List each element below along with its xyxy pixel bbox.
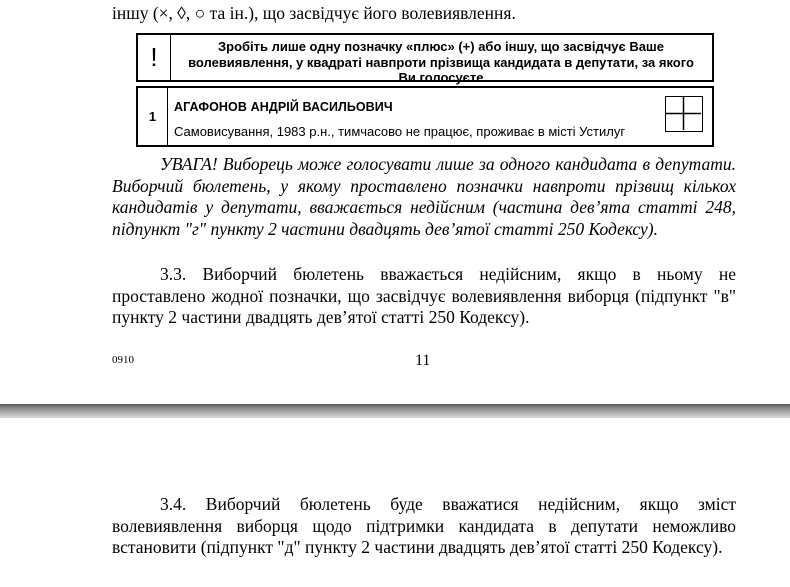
instruction-box xyxy=(136,33,714,85)
top-text-line: іншу (×, ◊, ○ та ін.), що засвідчує його волевиявлення. xyxy=(112,3,516,23)
paragraph-3-4: 3.4. Виборчий бюлетень буде вважатися недійсним, якщо зміст волевиявлення виборця щодо підтримки кандидата в депутати неможливо встановити (підпункт "д" пункту 2 частини двадцять дев’ятої статті 250 Кодексу). xyxy=(112,494,736,557)
document-page-12 xyxy=(0,418,790,587)
candidate-box xyxy=(136,86,714,147)
footer-code: 0910 xyxy=(112,354,134,366)
instruction-text: Зробіть лише одну позначку «плюс» (+) або іншу, що засвідчує Ваше волевиявлення, у квадраті навпроти прізвища кандидата в депутати, за якого Ви голосуєте xyxy=(188,39,694,85)
warning-paragraph: УВАГА! Виборець може голосувати лише за одного кандидата в депутати. Виборчий бюлетень, у якому проставлено позначки навпроти прізвищ кількох кандидатів у депутати, вважається недійсним (частина дев’ята статті 248, підпункт "г" пункту 2 частини двадцять дев’ятої статті 250 Кодексу). xyxy=(112,154,736,239)
candidate-description: Самовисування, 1983 р.н., тимчасово не працює, проживає в місті Устилуг xyxy=(174,124,626,139)
candidate-number: 1 xyxy=(138,88,168,145)
paragraph-3-3: 3.3. Виборчий бюлетень вважається недійсним, якщо в ньому не проставлено жодної позначки, що засвідчує волевиявлення виборця (підпункт "в" пункту 2 частини двадцять дев’ятої статті 250 Кодексу). xyxy=(112,264,736,327)
page-separator xyxy=(0,404,790,418)
page-number: 11 xyxy=(415,352,431,369)
plus-mark-icon xyxy=(665,96,703,132)
candidate-name: АГАФОНОВ АНДРІЙ ВАСИЛЬОВИЧ xyxy=(174,100,393,114)
exclamation-icon: ! xyxy=(138,35,171,80)
